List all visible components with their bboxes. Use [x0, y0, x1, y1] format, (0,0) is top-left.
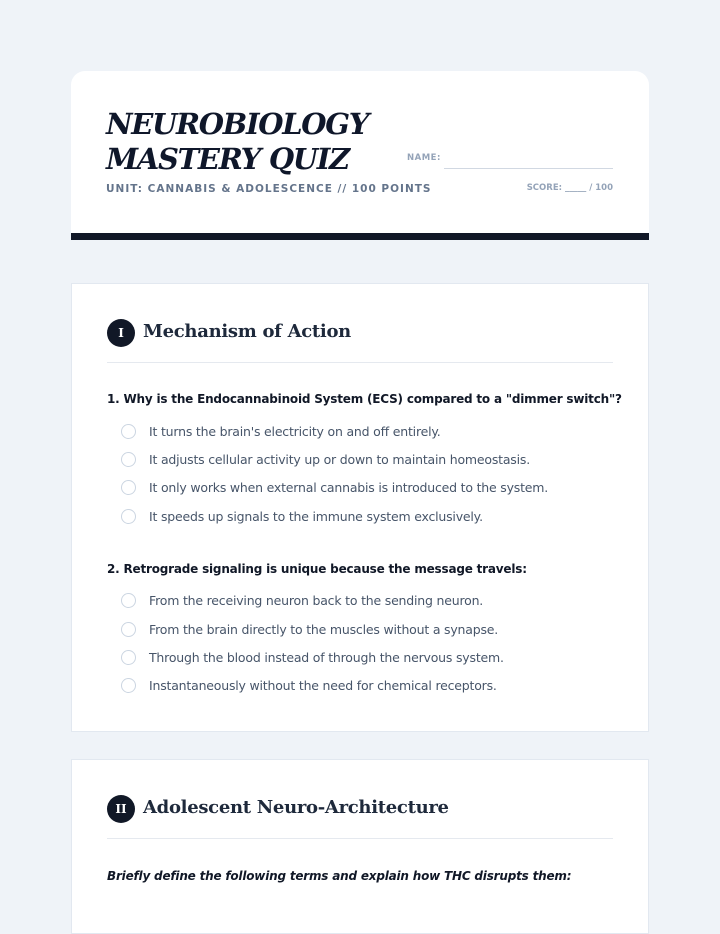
section-title: Adolescent Neuro-Architecture	[143, 797, 449, 818]
radio-button[interactable]	[121, 593, 136, 608]
radio-button[interactable]	[121, 678, 136, 693]
section-title: Mechanism of Action	[143, 321, 351, 342]
quiz-header	[71, 71, 649, 233]
option-label: Through the blood instead of through the nervous system.	[149, 650, 504, 665]
name-label: NAME:	[407, 153, 441, 163]
unit-subtitle: UNIT: CANNABIS & ADOLESCENCE // 100 POINTS	[106, 183, 432, 195]
score-field: SCORE: _____ / 100	[526, 183, 613, 193]
radio-button[interactable]	[121, 509, 136, 524]
section-instruction: Briefly define the following terms and explain how THC disrupts them:	[107, 869, 572, 883]
option-label: From the brain directly to the muscles without a synapse.	[149, 622, 499, 637]
radio-button[interactable]	[121, 622, 136, 637]
question-1: 1. Why is the Endocannabinoid System (ECS) compared to a "dimmer switch"?	[107, 392, 622, 406]
quiz-title	[106, 107, 396, 177]
section-header	[107, 319, 613, 363]
question-2: 2. Retrograde signaling is unique because the message travels:	[107, 562, 527, 576]
section-number-badge: I	[107, 319, 135, 347]
section-header	[107, 795, 613, 839]
option-label: It speeds up signals to the immune system exclusively.	[149, 509, 483, 524]
radio-button[interactable]	[121, 650, 136, 665]
header-divider-bar	[71, 233, 649, 240]
radio-button[interactable]	[121, 452, 136, 467]
option-label: Instantaneously without the need for chemical receptors.	[149, 678, 497, 693]
quiz-title-line-1: NEUROBIOLOGY	[106, 107, 369, 141]
radio-button[interactable]	[121, 424, 136, 439]
option-label: It adjusts cellular activity up or down to maintain homeostasis.	[149, 452, 530, 467]
name-field[interactable]	[444, 168, 613, 169]
section-adolescent-neuro-architecture	[71, 759, 649, 934]
option-label: From the receiving neuron back to the sending neuron.	[149, 593, 484, 608]
quiz-title-line-2: MASTERY QUIZ	[106, 142, 349, 176]
radio-button[interactable]	[121, 480, 136, 495]
section-number-badge: II	[107, 795, 135, 823]
section-mechanism-of-action	[71, 283, 649, 732]
option-label: It only works when external cannabis is introduced to the system.	[149, 480, 549, 495]
option-label: It turns the brain's electricity on and off entirely.	[149, 424, 441, 439]
